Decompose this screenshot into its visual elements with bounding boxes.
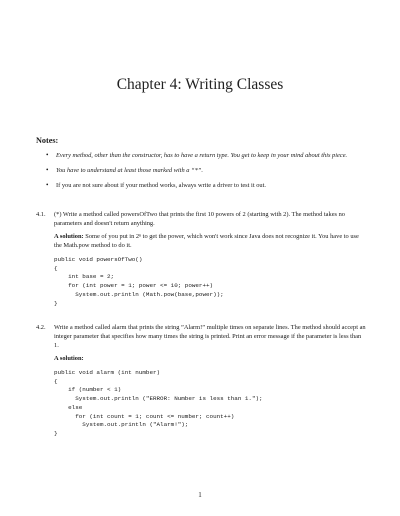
- exercise-4-2: [36, 323, 366, 439]
- code-block: public void powersOfTwo() { int base = 2; for (int power = 1; power <= 10; power++) System.out.println (Math.pow(base,power)); }: [54, 256, 224, 307]
- exercise-number: 4.1.: [36, 211, 46, 218]
- code-block: public void alarm (int number) { if (number < 1) System.out.println ("ERROR: Number is less than 1."); else for (int count = 1; count <= number; count++) System.out.println ("Alarm!"); }: [54, 369, 263, 437]
- solution-label: A solution:: [54, 355, 84, 362]
- solution-paragraph: [54, 354, 366, 363]
- page-number: 1: [198, 491, 202, 499]
- note-item: [44, 151, 370, 160]
- notes-list: [44, 151, 370, 196]
- bullet-icon: •: [46, 151, 49, 159]
- bullet-icon: •: [46, 181, 49, 189]
- bullet-icon: •: [46, 166, 49, 174]
- chapter-title: Chapter 4: Writing Classes: [116, 76, 284, 93]
- note-text: You have to understand at least those marked with a “*”.: [56, 167, 203, 174]
- note-text: Every method, other than the constructor, has to have a return type. You get to keep in your mind about this piece.: [56, 152, 348, 159]
- exercise-4-1: [36, 210, 366, 308]
- exercise-prompt: (*) Write a method called powersOfTwo that prints the first 10 powers of 2 (starting with 2). The method takes no parameters and doesn't return anything.: [54, 211, 346, 227]
- exercise-prompt: Write a method called alarm that prints the string ”Alarm!” multiple times on separate lines. The method should accept an integer parameter that specifies how many times the string is printed. Print an error message if the parameter is less than 1.: [54, 324, 366, 349]
- solution-label: A solution:: [54, 233, 84, 240]
- note-text: If you are not sure about if your method works, always write a driver to test it out.: [56, 182, 266, 189]
- solution-text: Some of you put in 2ⁿ to get the power, which won't work since Java does not recognize it. You have to use the Math.pow method to do it.: [54, 233, 359, 249]
- notes-heading: Notes:: [36, 136, 59, 145]
- note-item: [44, 181, 370, 190]
- exercise-number: 4.2.: [36, 324, 46, 331]
- note-item: [44, 166, 370, 175]
- solution-paragraph: [54, 232, 366, 250]
